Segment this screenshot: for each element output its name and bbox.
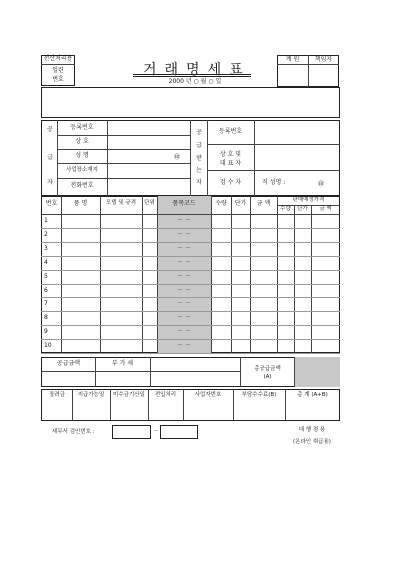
row-number: 9 xyxy=(44,328,48,336)
receiver-side-5: 자 xyxy=(196,179,202,186)
row-number: 2 xyxy=(44,230,48,238)
receiver-side-2: 급 xyxy=(196,142,202,149)
bottom-receivable-date: 미수금기산일 xyxy=(113,392,145,398)
receiver-field-inspector: 검 수 자 xyxy=(219,179,242,186)
col-item-name: 품 명 xyxy=(73,200,88,207)
receiver-field-regno: 등록번호 xyxy=(218,128,243,135)
approval-manager: 책임자 xyxy=(314,56,333,63)
bottom-business-no: 사업자번호 xyxy=(194,392,222,398)
online-note: (온라인 취급용) xyxy=(293,439,331,445)
row-product-code-dash: － － xyxy=(177,244,191,252)
tax-office-dash: － xyxy=(152,428,159,435)
supplier-field-phone: 전화번호 xyxy=(70,182,94,189)
bottom-grand-total: 총 계 (A+B) xyxy=(297,392,328,398)
col-sales-price: 판매예정가격 xyxy=(292,197,325,203)
receiver-seal: ㊞ xyxy=(318,181,325,188)
row-product-code-dash: － － xyxy=(177,314,191,322)
row-number: 6 xyxy=(44,286,48,294)
row-product-code-dash: － － xyxy=(177,230,191,238)
page-title: 거래명세표 xyxy=(143,62,251,78)
tax-office-field-2[interactable] xyxy=(160,425,198,439)
bottom-pay-date: 지급가능일 xyxy=(77,392,105,398)
date-text: 2000 년 ○ 월 ○ 일 xyxy=(168,78,222,85)
supplier-field-name: 성 명 xyxy=(75,152,89,159)
row-product-code-dash: － － xyxy=(177,217,191,224)
supplier-side-2: 급 xyxy=(47,154,53,161)
computer-use-label: 전산처리용 xyxy=(43,55,73,62)
total-supply-label: 총공급금액 (A) xyxy=(254,366,281,380)
agency-use-label: 대 행 점 용 xyxy=(298,427,326,433)
row-product-code-dash: － － xyxy=(177,342,191,350)
vat-label: 부 가 세 xyxy=(111,360,134,367)
row-product-code-dash: － － xyxy=(177,328,191,336)
col-unit: 단위 xyxy=(144,200,155,206)
row-number: 4 xyxy=(44,258,48,266)
tax-office-field-1[interactable] xyxy=(112,425,151,439)
bottom-incentive: 장려금 xyxy=(49,392,65,398)
row-number: 3 xyxy=(44,244,48,252)
col-qty: 수량 xyxy=(215,200,227,207)
tax-office-label: 세무서 검인번호 : xyxy=(52,429,95,435)
row-product-code-dash: － － xyxy=(177,272,191,280)
supplier-side-1: 공 xyxy=(47,126,53,133)
row-number: 8 xyxy=(44,314,48,322)
approval-clerk: 계 원 xyxy=(285,56,300,63)
row-product-code-dash: － － xyxy=(177,300,191,308)
col-product-code: 품목코드 xyxy=(172,200,196,207)
receiver-sign-label: 직 성명 : xyxy=(262,179,286,186)
row-number: 1 xyxy=(44,217,48,224)
row-number: 5 xyxy=(44,272,48,280)
col-model: 모델 및 규격 xyxy=(105,200,137,206)
serial-no-label: 일련 번호 xyxy=(52,67,64,83)
receiver-side-1: 공 xyxy=(196,129,202,136)
col-no: 번호 xyxy=(45,200,58,207)
receiver-side-4: 는 xyxy=(196,167,202,174)
supplier-field-regno: 등록번호 xyxy=(70,124,94,131)
row-number: 10 xyxy=(44,342,52,350)
col-amount: 금 액 xyxy=(256,200,271,207)
supplier-field-company: 상 호 xyxy=(75,138,89,145)
row-product-code-dash: － － xyxy=(177,286,191,294)
receiver-field-company: 상 호 및 대 표 자 xyxy=(219,151,242,167)
col-sales-price-unit: 단가 xyxy=(297,206,308,212)
memo-box xyxy=(41,87,340,118)
total-supply-shade xyxy=(294,357,340,387)
col-sales-qty: 수량 xyxy=(280,206,291,212)
supplier-seal: ㊞ xyxy=(174,154,181,161)
bottom-transfer: 전입처리 xyxy=(154,392,177,398)
row-product-code-dash: － － xyxy=(177,258,191,266)
row-number: 7 xyxy=(44,300,48,308)
receiver-side-3: 받 xyxy=(196,155,202,162)
col-sales-amount: 금 액 xyxy=(319,206,332,212)
col-price: 단가 xyxy=(234,200,247,207)
supply-amount-label: 공급금액 xyxy=(56,360,81,367)
bottom-fee: 부담수수료(B) xyxy=(241,392,277,398)
supplier-field-address: 사업장소재지 xyxy=(66,167,98,173)
supplier-side-3: 자 xyxy=(47,179,53,186)
